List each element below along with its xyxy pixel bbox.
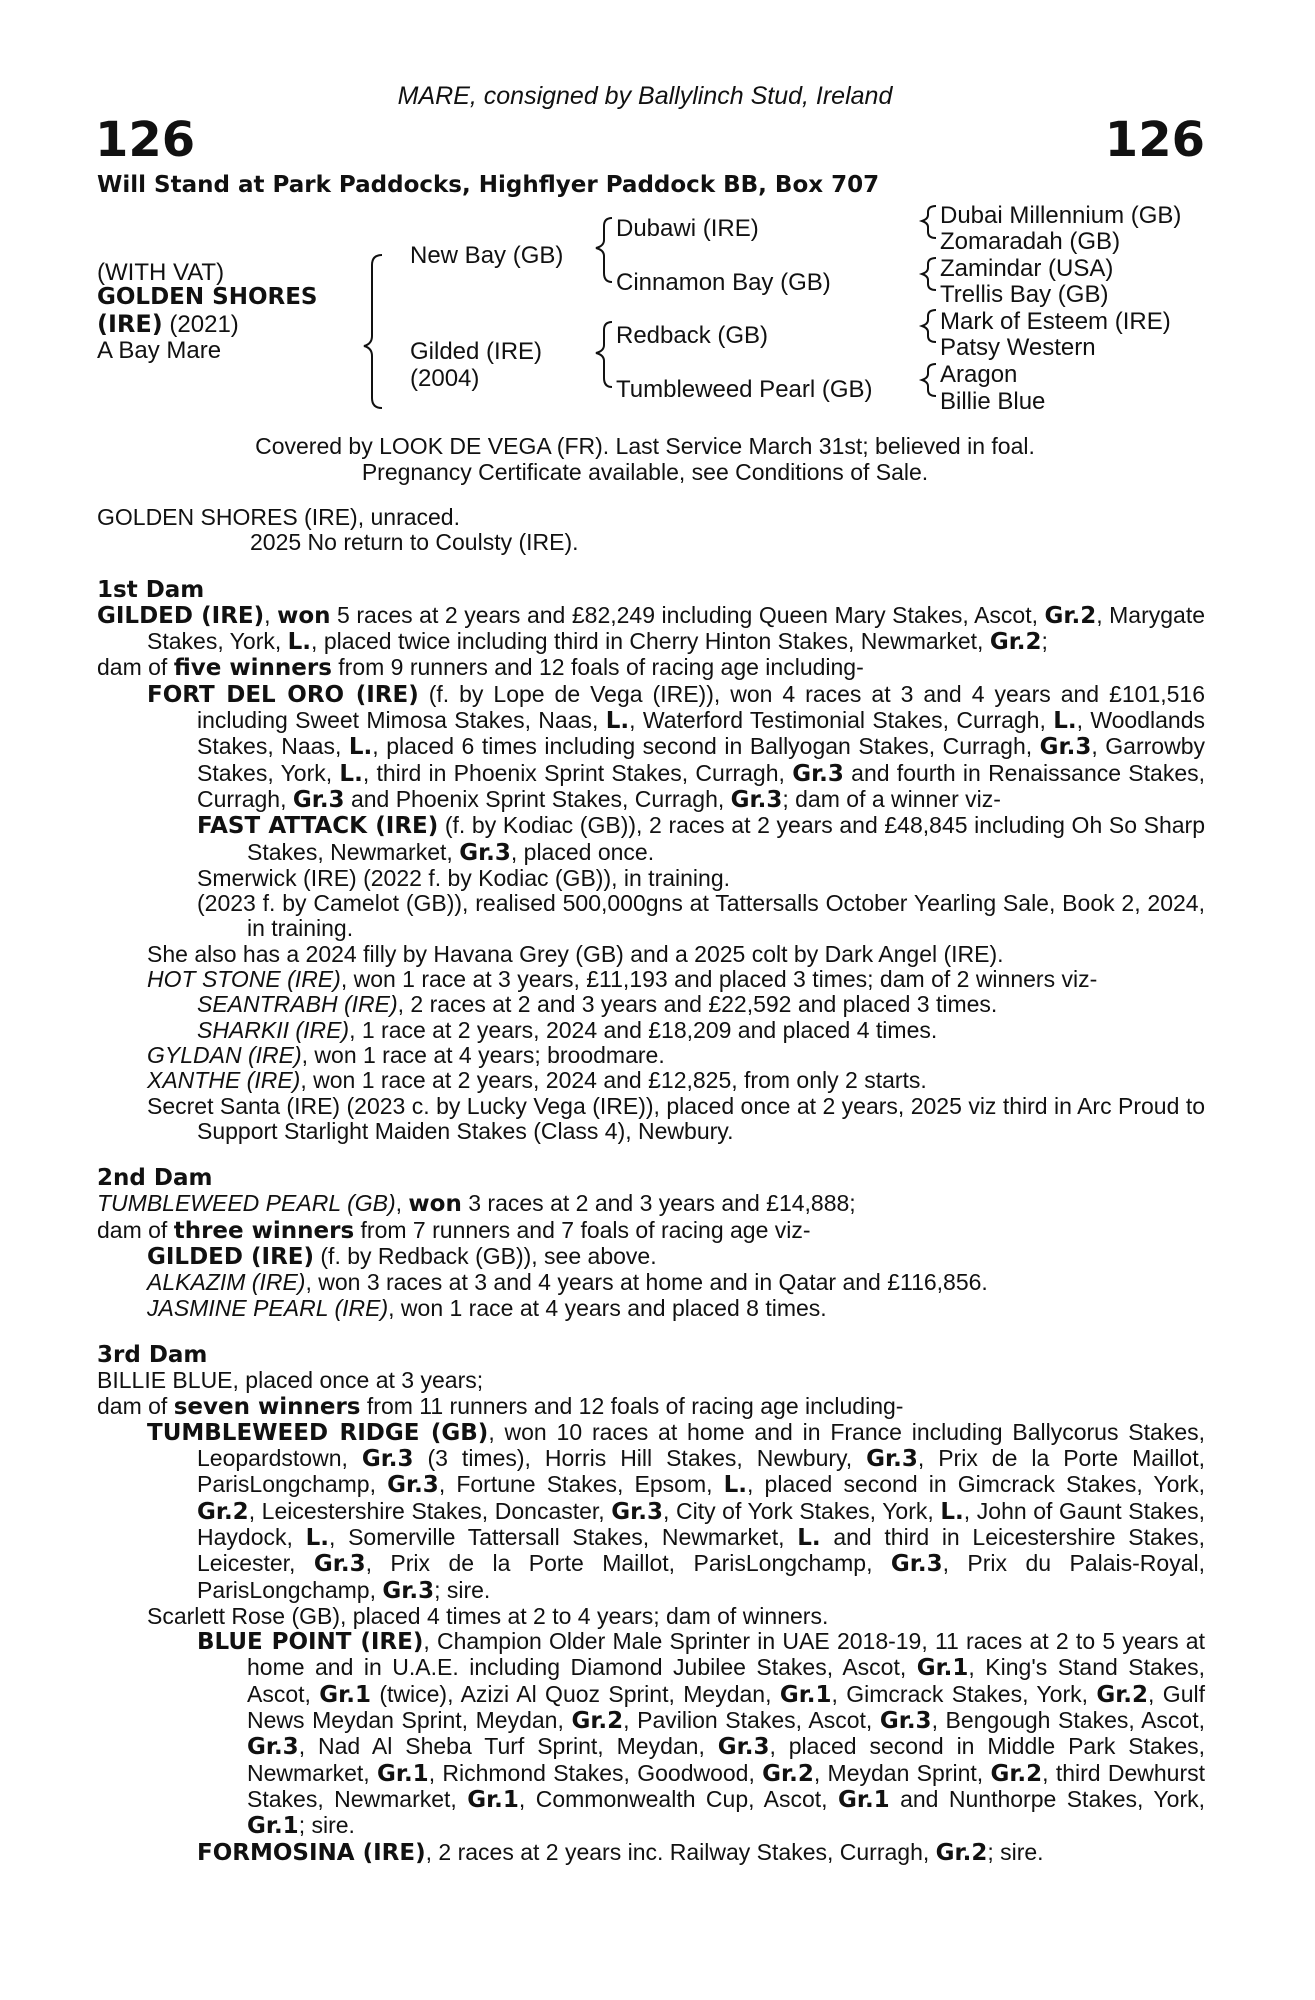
text: ; dam of a winner viz- [782, 785, 1001, 812]
grade: L. [723, 1472, 748, 1499]
produce-xanthe [97, 1068, 1205, 1093]
text: , won 10 races at home and in France including Ballycorus Stakes, Leopardstown, [197, 1418, 1205, 1472]
text: , placed once. [510, 838, 655, 865]
text: , won 3 races at 3 and 4 years at home and in Qatar and £116,856. [305, 1269, 988, 1296]
text: (twice), Azizi Al Quoz Sprint, Meydan, [370, 1680, 780, 1707]
winners-count: three winners [173, 1217, 355, 1244]
grade: Gr.3 [890, 1551, 943, 1578]
produce-tumbleweed-ridge [97, 1420, 1205, 1604]
text: , 2 races at 2 years inc. Railway Stakes, Curragh, [425, 1838, 936, 1865]
text: , won 1 race at 4 years; broodmare. [301, 1041, 665, 1068]
grade: Gr.3 [879, 1708, 932, 1735]
return-note: 2025 No return to Coulsty (IRE). [250, 529, 579, 556]
text: , Pavilion Stakes, Ascot, [623, 1707, 880, 1734]
text: 5 races at 2 years and £82,249 including Queen Mary Stakes, Ascot, [330, 601, 1045, 628]
dam-dam: Tumbleweed Pearl (GB) [616, 376, 873, 403]
horse-year: (2021) [162, 311, 239, 338]
horse-name: FORT DEL ORO (IRE) [147, 681, 419, 708]
produce-blue-point [97, 1629, 1205, 1839]
second-dam-won: won [408, 1191, 462, 1218]
text: , Somerville Tattersall Stakes, Newmarket, [328, 1523, 798, 1550]
first-dam-heading: 1st Dam [97, 576, 205, 603]
text: dam of [97, 654, 174, 681]
text: and Nunthorpe Stakes, York, [889, 1785, 1205, 1812]
winners-count: seven winners [173, 1393, 361, 1420]
horse-description: A Bay Mare [97, 337, 222, 364]
text: ; [1041, 628, 1048, 655]
dd-sire: Aragon [940, 361, 1018, 388]
grade: L. [348, 734, 373, 761]
grade: Gr.1 [319, 1681, 371, 1708]
produce-hot-stone [97, 967, 1205, 992]
vat-label: (WITH VAT) [97, 259, 225, 286]
text: , 2 races at 2 and 3 years and £22,592 and placed 3 times. [397, 991, 998, 1018]
horse-name: SHARKII (IRE) [197, 1016, 350, 1043]
brace-main [364, 255, 382, 408]
horse-origin: (IRE) [97, 310, 163, 338]
text: , City of York Stakes, York, [662, 1497, 941, 1524]
grade: Gr.2 [1044, 602, 1097, 629]
grade: Gr.2 [1096, 1681, 1149, 1708]
grade: L. [1053, 708, 1077, 735]
grade: L. [797, 1524, 821, 1551]
text: and third in Leicestershire Stakes, Leicester, [197, 1523, 1205, 1577]
grade: L. [940, 1498, 964, 1525]
consignment-line: MARE, consigned by Ballylinch Stud, Ireland [397, 82, 893, 110]
brace-dam [596, 322, 612, 387]
text: , Prix de la Porte Maillot, ParisLongchamp, [365, 1550, 891, 1577]
text: , Waterford Testimonial Stakes, Curragh, [629, 707, 1054, 734]
produce-scarlett-rose: Scarlett Rose (GB), placed 4 times at 2 to 4 years; dam of winners. [147, 1602, 829, 1629]
horse-name: HOT STONE (IRE) [147, 966, 341, 993]
text: , Champion Older Male Sprinter in UAE 2018-19, 11 races at 2 to 5 years at home and in U.A.E. including Diamond Jubilee Stakes, Ascot, [247, 1628, 1205, 1681]
grade: Gr.3 [459, 839, 511, 866]
brace-sire [596, 218, 612, 282]
horse-name: FORMOSINA (IRE) [197, 1839, 426, 1866]
produce-sharkii [97, 1018, 1205, 1043]
second-dam-produce [97, 1218, 1205, 1244]
text: ; sire. [987, 1838, 1044, 1865]
text: , King's Stand Stakes, Ascot, [247, 1654, 1205, 1707]
grade: Gr.1 [377, 1760, 429, 1787]
third-dam-heading: 3rd Dam [97, 1341, 208, 1368]
sire-dam: Cinnamon Bay (GB) [616, 269, 831, 296]
ss-sire: Dubai Millennium (GB) [940, 202, 1182, 229]
covered-note: Covered by LOOK DE VEGA (FR). Last Service March 31st; believed in foal. [255, 433, 1035, 459]
horse-name: XANTHE (IRE) [147, 1067, 301, 1094]
horse-name: JASMINE PEARL (IRE) [147, 1294, 389, 1321]
grade: Gr.2 [935, 1839, 988, 1866]
grade: Gr.2 [762, 1760, 814, 1787]
text: , Commonwealth Cup, Ascot, [518, 1785, 838, 1812]
third-dam-produce [97, 1394, 1205, 1420]
text: dam of [97, 1216, 174, 1243]
grade: Gr.3 [1039, 734, 1092, 761]
grade: Gr.3 [792, 760, 844, 787]
dam-sire: Redback (GB) [616, 322, 769, 349]
text: , placed second in Gimcrack Stakes, York, [747, 1471, 1205, 1498]
grade: Gr.1 [467, 1786, 519, 1813]
second-dam-heading: 2nd Dam [97, 1165, 213, 1192]
text: , Garrowby Stakes, York, [197, 733, 1205, 786]
lot-number-right: 126 [1104, 112, 1205, 168]
third-dam-record: BILLIE BLUE, placed once at 3 years; [97, 1367, 484, 1394]
text: (f. by Kodiac (GB)), 2 races at 2 years and £48,845 including Oh So Sharp Stakes, Newmarket, [247, 812, 1205, 865]
produce-gyldan [97, 1043, 1205, 1068]
grade: Gr.1 [247, 1813, 299, 1840]
grade: Gr.2 [197, 1498, 249, 1525]
dd-dam: Billie Blue [940, 388, 1046, 415]
horse-name: BLUE POINT (IRE) [197, 1629, 424, 1656]
horse-origin-year [97, 310, 239, 339]
text: , Gimcrack Stakes, York, [831, 1680, 1097, 1707]
catalogue-body [97, 505, 1205, 1866]
grade: Gr.3 [611, 1498, 663, 1525]
produce-fast-attack [97, 813, 1205, 866]
brace-sd [922, 258, 936, 290]
produce-smerwick: Smerwick (IRE) (2022 f. by Kodiac (GB)), in training. [197, 864, 730, 891]
ds-sire: Mark of Esteem (IRE) [940, 308, 1171, 335]
text: , placed second in Middle Park Stakes, Newmarket, [247, 1733, 1205, 1786]
first-dam-won: won [277, 602, 331, 629]
text: and fourth in Renaissance Stakes, Curragh, [197, 759, 1206, 812]
grade: Gr.1 [916, 1655, 969, 1682]
brace-dd [922, 364, 936, 396]
unraced-note: GOLDEN SHORES (IRE), unraced. [97, 504, 460, 530]
text: , third in Phoenix Sprint Stakes, Curragh, [362, 759, 793, 786]
grade: Gr.3 [382, 1577, 435, 1604]
grade: Gr.3 [247, 1734, 299, 1761]
text: ; sire. [434, 1576, 491, 1603]
grade: Gr.2 [989, 629, 1042, 656]
text: (f. by Lope de Vega (IRE)), won 4 races at 3 and 4 years and £101,516 including Sweet Mimosa Stakes, Naas, [197, 680, 1205, 734]
horse-name: SEANTRABH (IRE) [197, 991, 398, 1018]
text: from 9 runners and 12 foals of racing age including- [331, 654, 864, 681]
text: , third Dewhurst Stakes, Newmarket, [247, 1759, 1206, 1812]
produce-fort-del-oro [97, 682, 1205, 813]
ss-dam: Zomaradah (GB) [940, 228, 1121, 255]
horse-name: FAST ATTACK (IRE) [197, 813, 439, 840]
grade: L. [605, 708, 630, 735]
grade: Gr.3 [387, 1472, 439, 1499]
grade: Gr.3 [361, 1446, 414, 1473]
sd-sire: Zamindar (USA) [940, 255, 1114, 282]
produce-formosina [97, 1840, 1205, 1866]
text: , 1 race at 2 years, 2024 and £18,209 and placed 4 times. [349, 1016, 938, 1043]
grade: L. [339, 760, 363, 787]
text: dam of [97, 1392, 174, 1419]
pregnancy-note: Pregnancy Certificate available, see Conditions of Sale. [361, 459, 929, 485]
first-dam-name: GILDED (IRE) [97, 602, 265, 629]
dam-name: Gilded (IRE) [410, 338, 543, 365]
winners-count: five winners [173, 655, 332, 682]
produce-alkazim [97, 1270, 1205, 1295]
text: , won 1 race at 2 years, 2024 and £12,825, from only 2 starts. [300, 1067, 927, 1094]
grade: L. [305, 1524, 329, 1551]
text: (f. by Redback (GB)), see above. [314, 1243, 657, 1270]
text: , Gulf News Meydan Sprint, Meydan, [247, 1680, 1205, 1734]
text: , won 1 race at 3 years, £11,193 and placed 3 times; dam of 2 winners viz- [340, 966, 1098, 993]
grade: L. [287, 629, 312, 656]
text: , Richmond Stakes, Goodwood, [428, 1759, 763, 1786]
horse-name: GILDED (IRE) [147, 1244, 314, 1271]
text: ; sire. [298, 1812, 355, 1839]
produce-jasmine-pearl [97, 1296, 1205, 1321]
sd-dam: Trellis Bay (GB) [940, 281, 1109, 308]
grade: Gr.1 [779, 1681, 832, 1708]
produce-seantrabh [97, 992, 1205, 1017]
text: , placed 6 times including second in Ballyogan Stakes, Curragh, [372, 733, 1040, 760]
text: , Prix du Palais-Royal, ParisLongchamp, [197, 1550, 1205, 1603]
second-dam-record: TUMBLEWEED PEARL (GB), won 3 races at 2 and 3 years and £14,888; [97, 1190, 856, 1218]
text: , Meydan Sprint, [813, 1759, 991, 1786]
horse-name: TUMBLEWEED RIDGE (GB) [147, 1419, 489, 1446]
text: , placed twice including third in Cherry Hinton Stakes, Newmarket, [311, 628, 990, 655]
text: from 7 runners and 7 foals of racing age viz- [354, 1216, 811, 1243]
text: (3 times), Horris Hill Stakes, Newbury, [413, 1445, 867, 1472]
text: , won 1 race at 4 years and placed 8 times. [388, 1294, 827, 1321]
text: 3 races at 2 and 3 years and £14,888; [461, 1190, 856, 1217]
lot-number-left: 126 [95, 112, 196, 168]
text: , John of Gaunt Stakes, Haydock, [197, 1497, 1205, 1550]
text: , Marygate Stakes, York, [147, 601, 1206, 655]
horse-name: ALKAZIM (IRE) [147, 1269, 306, 1296]
stand-location: Will Stand at Park Paddocks, Highflyer Paddock BB, Box 707 [97, 172, 880, 198]
horse-name: GYLDAN (IRE) [147, 1041, 302, 1068]
text: , Nad Al Sheba Turf Sprint, Meydan, [298, 1733, 718, 1760]
grade: Gr.2 [990, 1760, 1043, 1787]
grade: Gr.3 [866, 1446, 918, 1473]
grade: Gr.3 [313, 1551, 366, 1578]
produce-secret-santa: Secret Santa (IRE) (2023 c. by Lucky Vega (IRE)), placed once at 2 years, 2025 viz third in Arc Proud to Support Starlight Maiden Stakes (Class 4), Newbury. [147, 1092, 1205, 1144]
sire: New Bay (GB) [410, 242, 564, 269]
first-dam-record: GILDED (IRE), won 5 races at 2 years and £82,249 including Queen Mary Stakes, Ascot, Gr.2, Marygate Stakes, York, L., placed twice including third in Cherry Hinton Stakes, Newmarket, Gr.2; [97, 601, 1206, 656]
produce-gilded [97, 1244, 1205, 1270]
brace-ss [922, 206, 936, 238]
text: from 11 runners and 12 foals of racing age including- [360, 1392, 904, 1419]
text: , Prix de la Porte Maillot, ParisLongchamp, [197, 1445, 1205, 1498]
grade: Gr.1 [838, 1786, 890, 1813]
second-dam-name: TUMBLEWEED PEARL (GB) [97, 1190, 396, 1217]
produce-also: She also has a 2024 filly by Havana Grey (GB) and a 2025 colt by Dark Angel (IRE). [147, 940, 1004, 967]
sire-sire: Dubawi (IRE) [616, 215, 759, 242]
grade: Gr.3 [292, 786, 345, 813]
horse-name: GOLDEN SHORES [97, 284, 318, 310]
ds-dam: Patsy Western [940, 334, 1096, 361]
dam-year: (2004) [410, 365, 480, 392]
text: , Leicestershire Stakes, Doncaster, [248, 1497, 612, 1524]
first-dam-produce [97, 655, 1205, 681]
text: , Woodlands Stakes, Naas, [197, 707, 1205, 760]
grade: Gr.2 [571, 1708, 624, 1735]
text: , Bengough Stakes, Ascot, [931, 1707, 1206, 1734]
produce-camelot-filly: (2023 f. by Camelot (GB)), realised 500,000gns at Tattersalls October Yearling Sale, Book 2, 2024, in training. [197, 890, 1205, 942]
grade: Gr.3 [730, 786, 783, 813]
brace-ds [922, 310, 936, 342]
text: and Phoenix Sprint Stakes, Curragh, [344, 785, 731, 812]
text: , Fortune Stakes, Epsom, [438, 1471, 724, 1498]
grade: Gr.3 [717, 1734, 770, 1761]
